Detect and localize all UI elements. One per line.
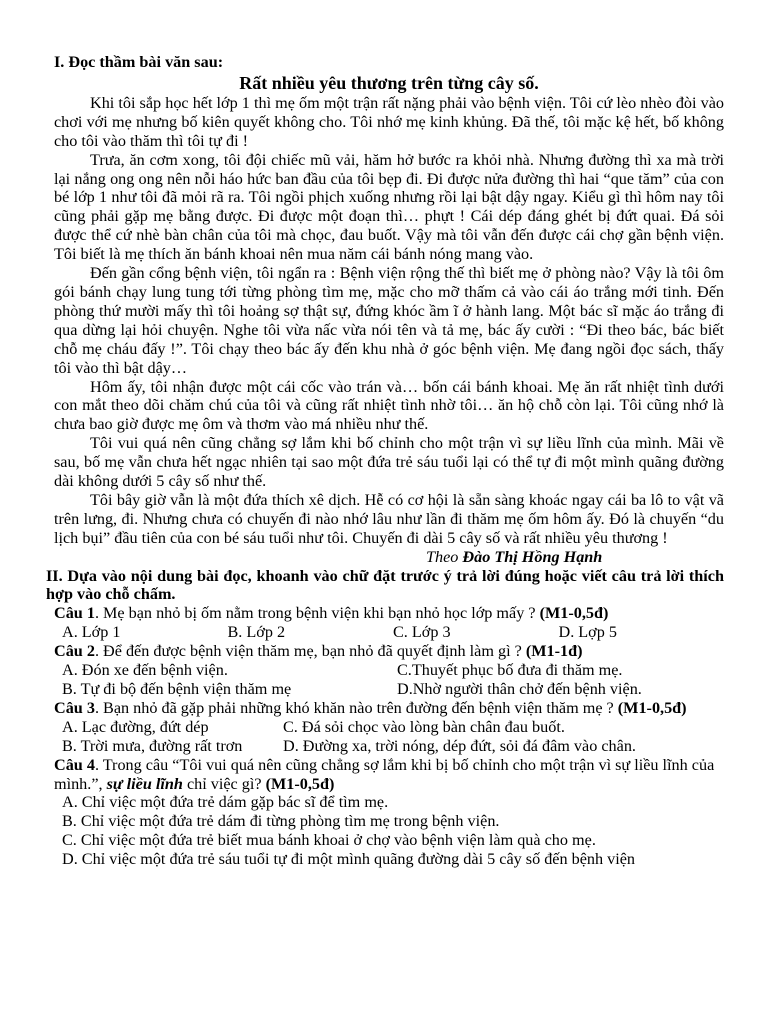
question-3-options-row — [54, 737, 724, 756]
author-credit — [426, 548, 724, 567]
question-text: . Bạn nhỏ đã gặp phải những khó khăn nào trên đường đến bệnh viện thăm mẹ ? — [94, 698, 614, 717]
question-mark: (M1-1đ) — [525, 642, 583, 661]
answer-option[interactable]: A. Lạc đường, đứt dép — [62, 717, 209, 736]
story-title: Rất nhiều yêu thương trên từng cây số. — [239, 72, 539, 93]
question-1 — [54, 604, 724, 623]
question-3-options-row — [54, 718, 724, 737]
answer-option[interactable]: B. Tự đi bộ đến bệnh viện thăm mẹ — [62, 680, 292, 698]
section2-heading: II. Dựa vào nội dung bài đọc, khoanh vào chữ đặt trước ý trả lời đúng hoặc viết câu trả lời thích hợp vào chỗ chấm. — [46, 566, 724, 604]
question-mark: (M1-0,5đ) — [617, 698, 687, 717]
question-text-continued: chỉ việc gì? — [186, 774, 262, 793]
answer-option[interactable]: B. Lớp 2 — [227, 623, 286, 642]
question-label: Câu 1 — [54, 604, 95, 623]
answer-option[interactable]: D. Đường xa, trời nóng, dép đứt, sỏi đá đâm vào chân. — [283, 736, 636, 755]
question-mark: (M1-0,5đ) — [265, 774, 335, 793]
answer-option[interactable]: A. Đón xe đến bệnh viện. — [62, 661, 228, 680]
answer-option[interactable]: D. Lợp 5 — [558, 623, 617, 642]
answer-option[interactable]: B. Trời mưa, đường rất trơn — [62, 736, 243, 755]
question-text: . Mẹ bạn nhỏ bị ốm nằm trong bệnh viện khi bạn nhỏ học lớp mấy ? — [94, 604, 536, 623]
question-emphasis: sự liều lĩnh — [106, 774, 183, 793]
question-2-options-row — [54, 680, 724, 699]
document-page — [46, 53, 724, 869]
question-text: . Để đến được bệnh viện thăm mẹ, bạn nhỏ đã quyết định làm gì ? — [94, 642, 522, 661]
answer-option[interactable]: D. Chỉ việc một đứa trẻ sáu tuổi tự đi một mình quãng đường dài 5 cây số đến bệnh viện — [62, 850, 636, 869]
story-paragraph: Khi tôi sắp học hết lớp 1 thì mẹ ốm một trận rất nặng phải vào bệnh viện. Tôi cứ lèo nhèo đòi vào chơi với mẹ nhưng bố kiên quyết không cho. Tôi nhớ mẹ kinh khủng. Đã thế, tôi mặc kệ hết, bố không cho tôi vào thăm thì tôi tự đi ! — [54, 93, 724, 150]
story-paragraph: Trưa, ăn cơm xong, tôi đội chiếc mũ vải, hăm hở bước ra khỏi nhà. Nhưng đường thì xa mà trời lại nắng ong ong nên nỗi háo hức ban đầu của tôi bẹp đi. Đi được nửa đường thì hai “que tăm” của con bé lớp 1 như tôi đã mỏi rã ra. Tôi ngồi phịch xuống nhưng rồi lại bật dậy ngay. Kiểu gì thì hôm nay tôi cũng phải gặp mẹ bằng được. Đi được một đoạn thì… phựt ! Cái dép đáng ghét bị đứt quai. Đá sỏi được thể cứ nhè bàn chân của tôi mà chọc, đau buốt. Vậy mà tôi vẫn đến được cái chợ gần bệnh viện. Tôi biết là mẹ thích ăn bánh khoai nên mua năm cái bánh nóng mang vào. — [54, 150, 724, 264]
question-2 — [54, 642, 724, 661]
author-prefix: Theo — [426, 547, 459, 566]
author-name: Đào Thị Hồng Hạnh — [462, 547, 603, 566]
question-1-options — [54, 623, 724, 642]
question-label: Câu 3 — [54, 698, 95, 717]
answer-option[interactable]: C.Thuyết phục bố đưa đi thăm mẹ. — [397, 661, 623, 680]
question-label: Câu 4 — [54, 755, 95, 774]
answer-option[interactable]: C. Chỉ việc một đứa trẻ biết mua bánh khoai ở chợ vào bệnh viện làm quà cho mẹ. — [62, 831, 596, 850]
question-label: Câu 2 — [54, 642, 95, 661]
question-text: . Trong câu “Tôi vui quá nên cũng chẳng sợ lắm khi bị bố chỉnh cho một trận vì sự liều lĩnh của mình.”, — [54, 755, 715, 793]
answer-option[interactable]: D.Nhờ người thân chở đến bệnh viện. — [397, 680, 642, 698]
answer-option[interactable]: A. Chỉ việc một đứa trẻ dám gặp bác sĩ để tìm mẹ. — [62, 793, 389, 812]
question-2-options-row — [54, 661, 724, 680]
question-mark: (M1-0,5đ) — [539, 604, 609, 623]
story-paragraph: Đến gần cổng bệnh viện, tôi ngẩn ra : Bệnh viện rộng thế thì biết mẹ ở phòng nào? Vậy là tôi ôm gói bánh chạy lung tung tới từng phòng tìm mẹ, mặc cho mỡ thấm cả vào cái áo trắng mới tinh. Đến phòng thứ mười mấy thì tôi hoảng sợ thật sự, đứng khóc ầm ĩ ở hành lang. Một bác sĩ mặc áo trắng đi qua dừng lại hỏi chuyện. Nghe tôi vừa nấc vừa nói tên và tả mẹ, bác ấy cười : “Đi theo bác, bác biết chỗ mẹ cháu đấy !”. Tôi chạy theo bác ấy đến khu nhà ở góc bệnh viện. Mẹ đang ngồi đọc sách, thấy tôi vào thì bật dậy… — [54, 264, 724, 377]
question-3 — [54, 699, 724, 718]
answer-option[interactable]: C. Đá sỏi chọc vào lòng bàn chân đau buốt. — [283, 717, 565, 736]
answer-option[interactable]: C. Lớp 3 — [393, 623, 451, 642]
story-paragraph: Tôi vui quá nên cũng chẳng sợ lắm khi bố chỉnh cho một trận vì sự liều lĩnh của mình. Mãi về sau, bố mẹ vẫn chưa hết ngạc nhiên tại sao một đứa trẻ sáu tuổi lại có thể tự đi một mình quãng đường dài không dưới 5 cây số như thế. — [54, 434, 724, 491]
story-paragraph: Hôm ấy, tôi nhận được một cái cốc vào trán và… bốn cái bánh khoai. Mẹ ăn rất nhiệt tình dưới con mắt theo dõi chăm chú của tôi và cũng rất nhiệt tình nhờ tôi… ăn hộ chỗ còn lại. Tôi cũng nhớ là chưa bao giờ được mẹ ôm và thơm vào má nhiều như thế. — [54, 377, 724, 434]
story-paragraph: Tôi bây giờ vẫn là một đứa thích xê dịch. Hễ có cơ hội là sẵn sàng khoác ngay cái ba lô to vật vã trên lưng, đi. Nhưng chưa có chuyến đi nào nhớ lâu như lần đi thăm mẹ ốm hôm ấy. Đó là chuyến “du lịch bụi” đầu tiên của con bé sáu tuổi như tôi. Chuyến đi dài 5 cây số và rất nhiều yêu thương ! — [54, 490, 724, 547]
answer-option[interactable]: A. Lớp 1 — [62, 623, 121, 642]
section1-heading: I. Đọc thầm bài văn sau: — [54, 53, 224, 71]
question-4 — [54, 756, 724, 794]
answer-option[interactable]: B. Chỉ việc một đứa trẻ dám đi từng phòng tìm mẹ trong bệnh viện. — [62, 812, 500, 831]
